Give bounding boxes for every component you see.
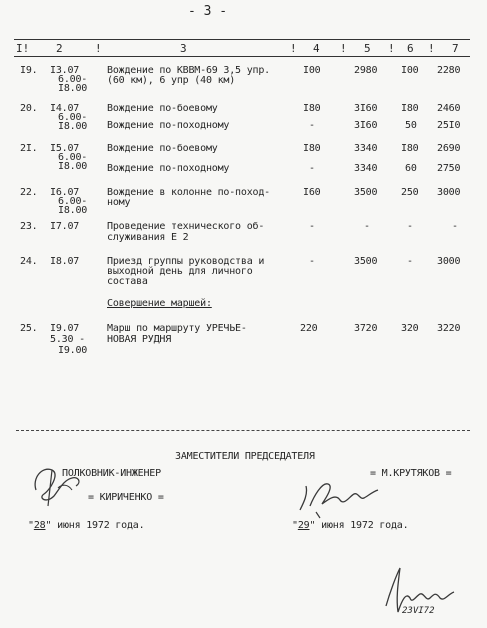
row-description: Вождение по-боевому bbox=[107, 103, 218, 114]
row-col-6: I00 bbox=[401, 65, 419, 76]
row-col-7: 3000 bbox=[437, 187, 461, 198]
row-col-5: 3340 bbox=[354, 163, 378, 174]
page-number: - 3 - bbox=[188, 4, 228, 19]
row-date: I7.07 bbox=[50, 221, 80, 232]
row-number: 20. bbox=[20, 103, 38, 114]
header-col-2: 2 bbox=[56, 42, 63, 55]
right-date bbox=[292, 521, 408, 531]
row-description: Проведение технического об- bbox=[107, 221, 265, 232]
row-col-7: 2280 bbox=[437, 65, 461, 76]
row-col-7: 3000 bbox=[437, 256, 461, 267]
row-description: Вождение по-походному bbox=[107, 163, 230, 174]
row-col-6: 320 bbox=[401, 323, 419, 334]
row-time-start: 6.00- bbox=[58, 196, 88, 207]
row-col-7: 3220 bbox=[437, 323, 461, 334]
row-col-7: - bbox=[452, 221, 458, 232]
header-top-rule bbox=[14, 39, 470, 40]
row-time-start: 5.30 - bbox=[50, 334, 85, 345]
dashed-separator bbox=[16, 430, 470, 431]
header-col-3: 3 bbox=[180, 42, 187, 55]
row-col-4: - bbox=[309, 256, 315, 267]
row-col-5: 3340 bbox=[354, 143, 378, 154]
row-description: служивания Е 2 bbox=[107, 232, 189, 243]
row-date: I6.07 bbox=[50, 187, 80, 198]
row-number: 2I. bbox=[20, 143, 38, 154]
row-date: I5.07 bbox=[50, 143, 80, 154]
row-time-end: I9.00 bbox=[58, 345, 88, 356]
header-sep: ! bbox=[428, 42, 435, 55]
row-date: I4.07 bbox=[50, 103, 80, 114]
row-col-5: 3500 bbox=[354, 256, 378, 267]
row-col-7: 2690 bbox=[437, 143, 461, 154]
row-number: I9. bbox=[20, 65, 38, 76]
header-sep: ! bbox=[388, 42, 395, 55]
row-col-5: 3I60 bbox=[354, 103, 378, 114]
row-col-4: I80 bbox=[303, 143, 321, 154]
row-description: Вождение в колонне по-поход- bbox=[107, 187, 270, 198]
section-heading: Совершение маршей: bbox=[107, 298, 212, 309]
row-col-7: 2460 bbox=[437, 103, 461, 114]
row-description: Вождение по-боевому bbox=[107, 143, 218, 154]
left-date-rest: " июня 1972 года. bbox=[45, 520, 145, 531]
header-col-1: I! bbox=[16, 42, 30, 55]
header-sep: ! bbox=[95, 42, 102, 55]
row-col-4: 220 bbox=[300, 323, 318, 334]
row-col-6: 50 bbox=[405, 120, 417, 131]
header-sep: ! bbox=[290, 42, 297, 55]
left-signer-rank: ПОЛКОВНИК-ИНЖЕНЕР bbox=[62, 468, 161, 479]
right-date-rest: " июня 1972 года. bbox=[309, 520, 409, 531]
row-col-7: 2750 bbox=[437, 163, 461, 174]
row-time-start: 6.00- bbox=[58, 74, 88, 85]
left-date bbox=[28, 521, 144, 531]
right-signer-name: = М.КРУТЯКОВ = bbox=[370, 468, 452, 479]
row-col-4: I00 bbox=[303, 65, 321, 76]
left-date-quote: " bbox=[28, 520, 34, 531]
row-col-7: 25I0 bbox=[437, 120, 461, 131]
left-date-day: 28 bbox=[33, 520, 46, 531]
row-description: Приезд группы руководства и bbox=[107, 256, 265, 267]
header-col-6: 6 bbox=[407, 42, 414, 55]
row-description: выходной день для личного bbox=[107, 266, 253, 277]
right-date-day: 29 bbox=[297, 520, 310, 531]
row-col-4: - bbox=[309, 221, 315, 232]
header-bottom-rule bbox=[14, 56, 470, 57]
row-col-5: 2980 bbox=[354, 65, 378, 76]
row-description: Вождение по КВВМ-69 3,5 упр. bbox=[107, 65, 270, 76]
row-col-5: - bbox=[364, 221, 370, 232]
row-date: I9.07 bbox=[50, 323, 80, 334]
row-col-6: I80 bbox=[401, 143, 419, 154]
row-date: I8.07 bbox=[50, 256, 80, 267]
row-col-5: 3I60 bbox=[354, 120, 378, 131]
row-time-start: 6.00- bbox=[58, 112, 88, 123]
row-date: I3.07 bbox=[50, 65, 80, 76]
row-col-6: I80 bbox=[401, 103, 419, 114]
row-description: (60 км), 6 упр (40 км) bbox=[107, 75, 236, 86]
header-col-5: 5 bbox=[364, 42, 371, 55]
right-date-quote: " bbox=[292, 520, 298, 531]
row-description: ному bbox=[107, 197, 131, 208]
row-time-start: 6.00- bbox=[58, 152, 88, 163]
header-col-4: 4 bbox=[313, 42, 320, 55]
row-number: 23. bbox=[20, 221, 38, 232]
row-number: 24. bbox=[20, 256, 38, 267]
row-number: 25. bbox=[20, 323, 38, 334]
row-col-4: I80 bbox=[303, 103, 321, 114]
left-signer-name: = КИРИЧЕНКО = bbox=[88, 492, 164, 503]
row-description: НОВАЯ РУДНЯ bbox=[107, 334, 172, 345]
row-col-5: 3500 bbox=[354, 187, 378, 198]
row-description: Марш по маршруту УРЕЧЬЕ- bbox=[107, 323, 247, 334]
row-col-4: - bbox=[309, 120, 315, 131]
signatures-heading: ЗАМЕСТИТЕЛИ ПРЕДСЕДАТЕЛЯ bbox=[175, 451, 315, 462]
bottom-date-note: 23VI72 bbox=[402, 606, 435, 616]
row-description: Вождение по-походному bbox=[107, 120, 230, 131]
header-sep: ! bbox=[340, 42, 347, 55]
row-time-end: I8.00 bbox=[58, 83, 88, 94]
row-col-4: - bbox=[309, 163, 315, 174]
row-col-4: I60 bbox=[303, 187, 321, 198]
row-time-end: I8.00 bbox=[58, 121, 88, 132]
row-description: состава bbox=[107, 276, 148, 287]
row-col-6: - bbox=[407, 256, 413, 267]
header-col-7: 7 bbox=[452, 42, 459, 55]
right-handwritten-signature bbox=[296, 476, 386, 520]
row-col-6: 250 bbox=[401, 187, 419, 198]
row-time-end: I8.00 bbox=[58, 205, 88, 216]
row-col-5: 3720 bbox=[354, 323, 378, 334]
row-col-6: - bbox=[407, 221, 413, 232]
row-number: 22. bbox=[20, 187, 38, 198]
left-handwritten-signature bbox=[28, 460, 88, 512]
row-col-6: 60 bbox=[405, 163, 417, 174]
row-time-end: I8.00 bbox=[58, 161, 88, 172]
